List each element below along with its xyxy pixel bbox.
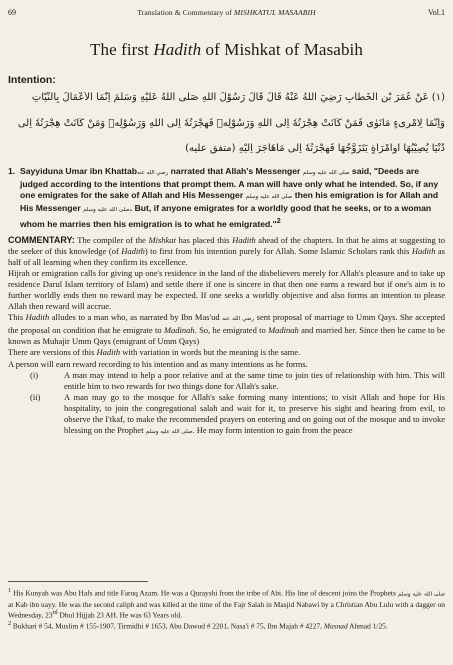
running-header <box>8 6 445 18</box>
commentary-paragraph: A person will earn reward recording to his intention and as many intentions as he forms. <box>8 358 308 369</box>
page-number: 69 <box>8 7 16 17</box>
list-item <box>8 370 445 392</box>
commentary-paragraph: COMMENTARY: The compiler of the Mishkat has placed this Hadith ahead of the chapters. In that he aims at suggesting to the seeker of this knowledge (of Hadith) to first from his intention purely for Allah. Some Islamic Scholars rank this Hadith as half of all learning when they confirm its excellence. <box>8 235 445 268</box>
salutation-ra-glyph: رضي الله عنه <box>137 170 169 176</box>
list-item-text: A man may intend to help a poor relative and at the same time to join ties of relationship with him. This will entitle him to two rewards for two things done for Allah's sake. <box>64 369 445 391</box>
footnote-ref: 2 <box>276 217 281 226</box>
salutation-saw-glyph: صلى الله عليه وسلم <box>302 170 350 176</box>
footnotes <box>8 587 445 630</box>
page-title: The first Hadith of Mishkat of Masabih <box>90 40 363 59</box>
list-item <box>8 392 445 438</box>
footnote-2: $^2$ Bukhari # 54, Muslim # 155-1907, Tirmidhi # 1653, Abu Dawud # 2201, Nasa'i # 75, Ibn Majah # 4227, Musnad Ahmad 1/25. <box>8 620 388 631</box>
salutation-saw-glyph: صلى الله عليه وسلم <box>83 207 130 214</box>
salutation-ra-glyph: رضي الله عنه <box>222 316 255 323</box>
volume-label: Vol.1 <box>428 7 445 17</box>
arabic-text-line-3: دُنْيَا يُصِيْبُهَا اَوِامْرَاَةٍ يَتَزَوَّجُهَا فَهِجْرَتُهٗ اِلٰى مَاهَاجَرَ اِلَيْهِ (متفق عليه) <box>185 143 445 154</box>
commentary-section <box>8 235 445 438</box>
list-item-text: A man may go to the mosque for Allah's sake forming many intentions; to visit Allah and hope for His hospitality, to join the congregational salah and wait for it, to preserve his sight and hearing from evil, to observe the I'tkaf, to make the recommended prayers on entering and on going out of the mosque and to invoke blessing on the Prophet صلى الله عليه وسلم. He may form intention to gain from the peace <box>64 391 445 435</box>
commentary-paragraph: There are versions of this Hadith with variation in words but the meaning is the same. <box>8 347 301 358</box>
running-title: Translation & Commentary of MISHKATUL MASAABIH <box>137 7 316 17</box>
hadith-translation: 1. Sayyiduna Umar ibn Khattabرضي الله عنه narrated that Allah's Messenger صلى الله عليه وسلم said, "Deeds are judged according to the intentions that prompt them. A man will have only what he intended. So, if any one emigrates for the sake of Allah and His Messenger صلى الله عليه وسلم then his emigration is for Allah and His Messenger صلى الله عليه وسلم. But, if anyone emigrates for a worldly good that he seeks, or to a woman whom he marries then his emigration is to what he emigrated."$^2$ <box>8 166 439 230</box>
salutation-saw-glyph: صلى الله عليه وسلم <box>145 428 193 435</box>
arabic-text-line-1: (١) عَنْ عُمَرَ بْنِ الْخَطَّابِ رَضِيَ اللّٰهُ عَنْهُ قَالَ قَالَ رَسُوْلُ اللّٰهِ صَلَّى اللّٰهُ عَلَيْهِ وَسَلَّمَ اِنَّمَا الْاَعْمَالُ بِالنِّيَّاتِ <box>31 92 445 103</box>
hadith-number: 1. <box>8 166 16 176</box>
footnote-1: $^1$ His Kunyah was Abu Hafs and title Faruq Azam. He was a Qurayshi from the tribe of Abi. His line of descent joins the Prophets صلى الله عليه وسلم at Kab ibn uayy. He was the second caliph and was killed at the time of the Fajr Salah in Masjid Nabawi by a Christian Abu Lulu with a dagger on Wednesday, 23rd Dhul Hijjah 23 AH. He was 63 Years old. <box>8 588 446 620</box>
footnote-divider <box>8 581 148 582</box>
intention-heading: Intention: <box>8 74 56 86</box>
commentary-paragraph: This Hadith alludes to a man who, as narrated by Ibn Mas'ud رضي الله عنه sent proposal of marriage to Umm Qays. She accepted the proposal on condition that he emigrate to Madinah. So, he emigrated to Madinah and married her. Since then he came to be known as Muhajir Umm Qays (emigrant of Umm Qays) <box>8 312 446 347</box>
salutation-saw-glyph: صلى الله عليه وسلم <box>245 194 293 201</box>
list-marker: (ii) <box>30 391 41 402</box>
commentary-label: COMMENTARY: <box>8 235 75 245</box>
list-marker: (i) <box>30 369 39 380</box>
salutation-saw-glyph: صلى الله عليه وسلم <box>397 591 446 598</box>
arabic-text-line-2: وَاِنَّمَا لِامْرِىءٍ مَانَوٰى فَمَنْ كَانَتْ هِجْرَتُهٗ اِلَى اللّٰهِ وَرَسُوْلِهٖ فَهِجْرَتُهٗ اِلَى اللّٰهِ وَرَسُوْلِهٖ وَمَنْ كَانَتْ هِجْرَتُهٗ اِلٰى <box>17 118 445 129</box>
commentary-paragraph: Hijrah or emigration calls for giving up one's residence in the land of the disbelievers merely for Allah's pleasure and to take up residence Darul Islam territory of Islam) and settle there if one is sincere in that then one earns a reward but if one's aim is to further worldly ends then no reward may be expected. If one seeks a worldly objective and also forms an intention to please Allah then reward will accrue. <box>8 268 445 312</box>
